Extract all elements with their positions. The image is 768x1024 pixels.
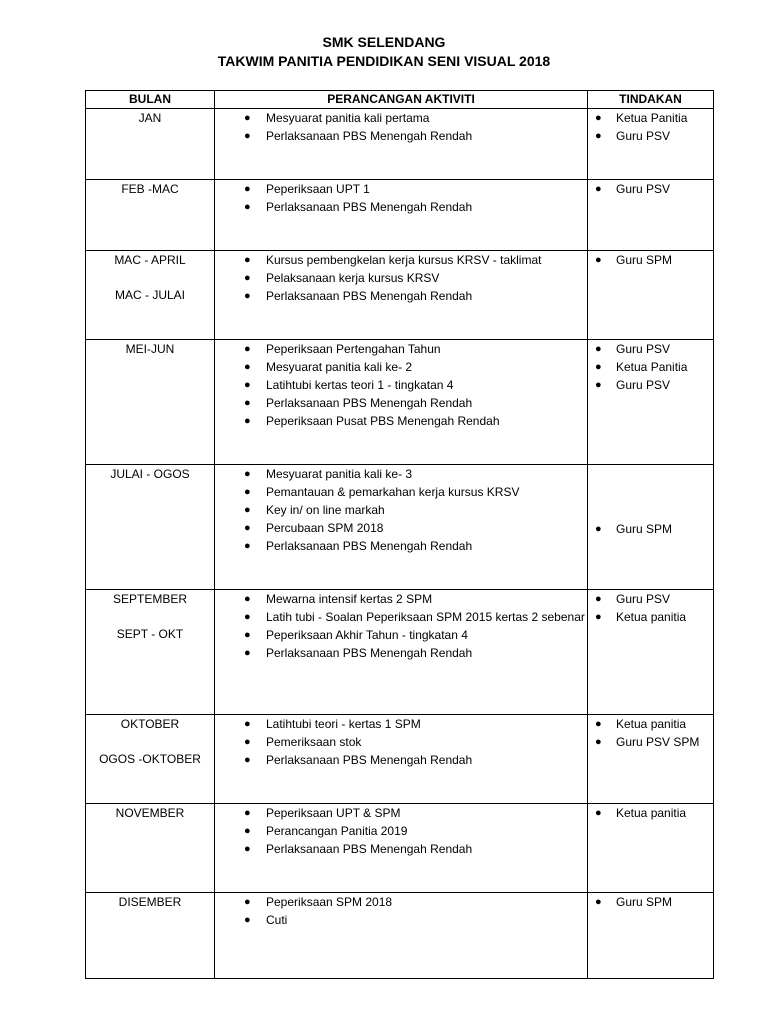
bullet-icon: ● (595, 112, 602, 124)
bullet-icon: ● (244, 593, 251, 605)
bullet-icon: ● (244, 825, 251, 837)
aktiviti-item (215, 109, 587, 127)
aktiviti-text: Perlaksanaan PBS Menengah Rendah (266, 753, 473, 767)
tindakan-text: Guru PSV (616, 592, 671, 606)
aktiviti-item (215, 822, 587, 840)
month-label: FEB -MAC (121, 182, 179, 196)
table-row (86, 465, 714, 590)
cell-tindakan (588, 180, 714, 251)
aktiviti-text: Perlaksanaan PBS Menengah Rendah (266, 396, 473, 410)
tindakan-text: Ketua panitia (616, 806, 687, 820)
tindakan-text: Guru PSV SPM (616, 735, 700, 749)
month-label: JAN (138, 111, 162, 125)
aktiviti-item (215, 127, 587, 145)
bullet-icon: ● (244, 540, 251, 552)
month-label: JULAI - OGOS (110, 467, 190, 481)
aktiviti-text: Latihtubi teori - kertas 1 SPM (266, 717, 421, 731)
bullet-icon: ● (244, 343, 251, 355)
bullet-icon: ● (244, 843, 251, 855)
tindakan-item (588, 109, 713, 127)
aktiviti-text: Peperiksaan Pertengahan Tahun (266, 342, 441, 356)
aktiviti-item (215, 180, 587, 198)
tindakan-list (588, 520, 713, 538)
aktiviti-item (215, 804, 587, 822)
bullet-icon: ● (244, 254, 251, 266)
cell-bulan (86, 804, 215, 893)
aktiviti-item (215, 412, 587, 430)
cell-tindakan (588, 251, 714, 340)
tindakan-item (588, 733, 713, 751)
header-row (86, 91, 714, 109)
aktiviti-list (215, 109, 587, 145)
cell-tindakan (588, 804, 714, 893)
tindakan-item (588, 608, 713, 626)
tindakan-item (588, 715, 713, 733)
tindakan-item (588, 340, 713, 358)
tindakan-text: Guru SPM (616, 895, 673, 909)
bullet-icon: ● (244, 647, 251, 659)
table-row (86, 590, 714, 715)
aktiviti-item (215, 715, 587, 733)
aktiviti-text: Perlaksanaan PBS Menengah Rendah (266, 200, 473, 214)
spacer (86, 733, 214, 750)
bullet-icon: ● (595, 736, 602, 748)
aktiviti-item (215, 501, 587, 519)
bullet-icon: ● (244, 361, 251, 373)
table-row (86, 180, 714, 251)
aktiviti-list (215, 465, 587, 555)
aktiviti-list (215, 251, 587, 305)
tindakan-list (588, 340, 713, 394)
aktiviti-text: Pelaksanaan kerja kursus KRSV (266, 271, 440, 285)
tindakan-list (588, 590, 713, 626)
bullet-icon: ● (244, 718, 251, 730)
table-row (86, 715, 714, 804)
month-label: MAC - JULAI (114, 288, 185, 302)
bullet-icon: ● (244, 397, 251, 409)
aktiviti-item (215, 626, 587, 644)
cell-tindakan (588, 465, 714, 590)
cell-tindakan (588, 893, 714, 979)
aktiviti-item (215, 537, 587, 555)
bullet-icon: ● (595, 611, 602, 623)
bullet-icon: ● (244, 112, 251, 124)
aktiviti-item (215, 893, 587, 911)
tindakan-item (588, 376, 713, 394)
cell-tindakan (588, 715, 714, 804)
tindakan-list (588, 251, 713, 269)
bullet-icon: ● (244, 468, 251, 480)
bullet-icon: ● (244, 611, 251, 623)
aktiviti-text: Perlaksanaan PBS Menengah Rendah (266, 646, 473, 660)
aktiviti-item (215, 340, 587, 358)
aktiviti-item (215, 376, 587, 394)
tindakan-item (588, 180, 713, 198)
aktiviti-item (215, 590, 587, 608)
aktiviti-text: Cuti (266, 913, 288, 927)
tindakan-item (588, 251, 713, 269)
month-label: DISEMBER (118, 895, 182, 909)
cell-bulan (86, 340, 215, 465)
bullet-icon: ● (595, 130, 602, 142)
spacer (86, 269, 214, 286)
aktiviti-item (215, 840, 587, 858)
bullet-icon: ● (244, 290, 251, 302)
document-subtitle: TAKWIM PANITIA PENDIDIKAN SENI VISUAL 2018 (217, 53, 551, 69)
aktiviti-list (215, 180, 587, 216)
aktiviti-text: Mesyuarat panitia kali ke- 2 (266, 360, 413, 374)
bullet-icon: ● (244, 272, 251, 284)
tindakan-text: Ketua panitia (616, 717, 687, 731)
aktiviti-text: Latih tubi - Soalan Peperiksaan SPM 2015 kertas 2 sebenar (266, 610, 585, 624)
tindakan-item (588, 127, 713, 145)
header-tindakan: TINDAKAN (588, 91, 714, 109)
bullet-icon: ● (595, 361, 602, 373)
table-row (86, 340, 714, 465)
cell-aktiviti (215, 340, 588, 465)
tindakan-item (588, 804, 713, 822)
aktiviti-item (215, 911, 587, 929)
bullet-icon: ● (595, 183, 602, 195)
aktiviti-item (215, 644, 587, 662)
bullet-icon: ● (595, 807, 602, 819)
aktiviti-text: Peperiksaan Akhir Tahun - tingkatan 4 (266, 628, 468, 642)
aktiviti-text: Kursus pembengkelan kerja kursus KRSV - taklimat (266, 253, 542, 267)
bullet-icon: ● (244, 504, 251, 516)
aktiviti-text: Perlaksanaan PBS Menengah Rendah (266, 129, 473, 143)
cell-bulan (86, 893, 215, 979)
cell-aktiviti (215, 893, 588, 979)
tindakan-list (588, 893, 713, 911)
month-label: SEPTEMBER (112, 592, 187, 606)
cell-aktiviti (215, 804, 588, 893)
aktiviti-text: Mesyuarat panitia kali ke- 3 (266, 467, 413, 481)
cell-aktiviti (215, 715, 588, 804)
tindakan-list (588, 109, 713, 145)
aktiviti-text: Mewarna intensif kertas 2 SPM (266, 592, 433, 606)
cell-aktiviti (215, 465, 588, 590)
cell-bulan (86, 180, 215, 251)
tindakan-text: Guru SPM (616, 522, 673, 536)
aktiviti-item (215, 358, 587, 376)
aktiviti-item (215, 608, 587, 626)
aktiviti-item (215, 465, 587, 483)
bullet-icon: ● (244, 130, 251, 142)
aktiviti-text: Key in/ on line markah (266, 503, 385, 517)
bullet-icon: ● (244, 896, 251, 908)
bullet-icon: ● (244, 629, 251, 641)
tindakan-text: Ketua panitia (616, 610, 687, 624)
aktiviti-list (215, 893, 587, 929)
header-aktiviti: PERANCANGAN AKTIVITI (215, 91, 588, 109)
bullet-icon: ● (244, 914, 251, 926)
month-label: MAC - APRIL (114, 253, 186, 267)
aktiviti-text: Peperiksaan SPM 2018 (266, 895, 393, 909)
cell-bulan (86, 109, 215, 180)
bullet-icon: ● (595, 718, 602, 730)
cell-tindakan (588, 340, 714, 465)
cell-aktiviti (215, 590, 588, 715)
aktiviti-text: Perlaksanaan PBS Menengah Rendah (266, 289, 473, 303)
aktiviti-item (215, 198, 587, 216)
aktiviti-text: Pemantauan & pemarkahan kerja kursus KRSV (266, 485, 520, 499)
aktiviti-item (215, 251, 587, 269)
spacer (86, 608, 214, 625)
aktiviti-text: Peperiksaan UPT 1 (266, 182, 370, 196)
header-bulan: BULAN (86, 91, 215, 109)
aktiviti-text: Perlaksanaan PBS Menengah Rendah (266, 539, 473, 553)
month-label: OGOS -OKTOBER (99, 752, 201, 766)
bullet-icon: ● (595, 343, 602, 355)
month-label: OKTOBER (120, 717, 180, 731)
aktiviti-list (215, 804, 587, 858)
cell-tindakan (588, 590, 714, 715)
aktiviti-item (215, 519, 587, 537)
tindakan-text: Guru PSV (616, 129, 671, 143)
cell-aktiviti (215, 109, 588, 180)
tindakan-text: Guru PSV (616, 342, 671, 356)
aktiviti-item (215, 394, 587, 412)
month-label: SEPT - OKT (116, 627, 184, 641)
cell-bulan (86, 715, 215, 804)
tindakan-list (588, 180, 713, 198)
bullet-icon: ● (244, 486, 251, 498)
tindakan-list (588, 715, 713, 751)
school-name: SMK SELENDANG (322, 34, 446, 50)
bullet-icon: ● (244, 522, 251, 534)
bullet-icon: ● (595, 523, 602, 535)
table-row (86, 893, 714, 979)
bullet-icon: ● (595, 896, 602, 908)
aktiviti-text: Peperiksaan UPT & SPM (266, 806, 401, 820)
bullet-icon: ● (244, 807, 251, 819)
aktiviti-text: Perancangan Panitia 2019 (266, 824, 408, 838)
tindakan-text: Guru PSV (616, 182, 671, 196)
takwim-table (85, 90, 714, 979)
aktiviti-text: Peperiksaan Pusat PBS Menengah Rendah (266, 414, 500, 428)
tindakan-item (588, 590, 713, 608)
aktiviti-list (215, 715, 587, 769)
cell-tindakan (588, 109, 714, 180)
aktiviti-item (215, 733, 587, 751)
bullet-icon: ● (244, 183, 251, 195)
cell-bulan (86, 465, 215, 590)
bullet-icon: ● (244, 754, 251, 766)
cell-aktiviti (215, 251, 588, 340)
aktiviti-list (215, 590, 587, 662)
bullet-icon: ● (244, 201, 251, 213)
aktiviti-item (215, 751, 587, 769)
tindakan-item (588, 358, 713, 376)
tindakan-item (588, 520, 713, 538)
tindakan-text: Ketua Panitia (616, 111, 688, 125)
aktiviti-item (215, 483, 587, 501)
bullet-icon: ● (595, 254, 602, 266)
table-row (86, 251, 714, 340)
aktiviti-list (215, 340, 587, 430)
aktiviti-item (215, 287, 587, 305)
bullet-icon: ● (244, 379, 251, 391)
tindakan-text: Guru SPM (616, 253, 673, 267)
aktiviti-text: Percubaan SPM 2018 (266, 521, 384, 535)
bullet-icon: ● (244, 415, 251, 427)
cell-aktiviti (215, 180, 588, 251)
tindakan-item (588, 893, 713, 911)
table-row (86, 804, 714, 893)
bullet-icon: ● (595, 379, 602, 391)
table-row (86, 109, 714, 180)
bullet-icon: ● (244, 736, 251, 748)
aktiviti-text: Latihtubi kertas teori 1 - tingkatan 4 (266, 378, 454, 392)
tindakan-list (588, 804, 713, 822)
month-label: NOVEMBER (115, 806, 185, 820)
aktiviti-text: Perlaksanaan PBS Menengah Rendah (266, 842, 473, 856)
document-title (0, 33, 768, 71)
cell-bulan (86, 590, 215, 715)
bullet-icon: ● (595, 593, 602, 605)
tindakan-text: Guru PSV (616, 378, 671, 392)
cell-bulan (86, 251, 215, 340)
tindakan-text: Ketua Panitia (616, 360, 688, 374)
month-label: MEI-JUN (125, 342, 175, 356)
aktiviti-text: Mesyuarat panitia kali pertama (266, 111, 430, 125)
aktiviti-text: Pemeriksaan stok (266, 735, 362, 749)
aktiviti-item (215, 269, 587, 287)
